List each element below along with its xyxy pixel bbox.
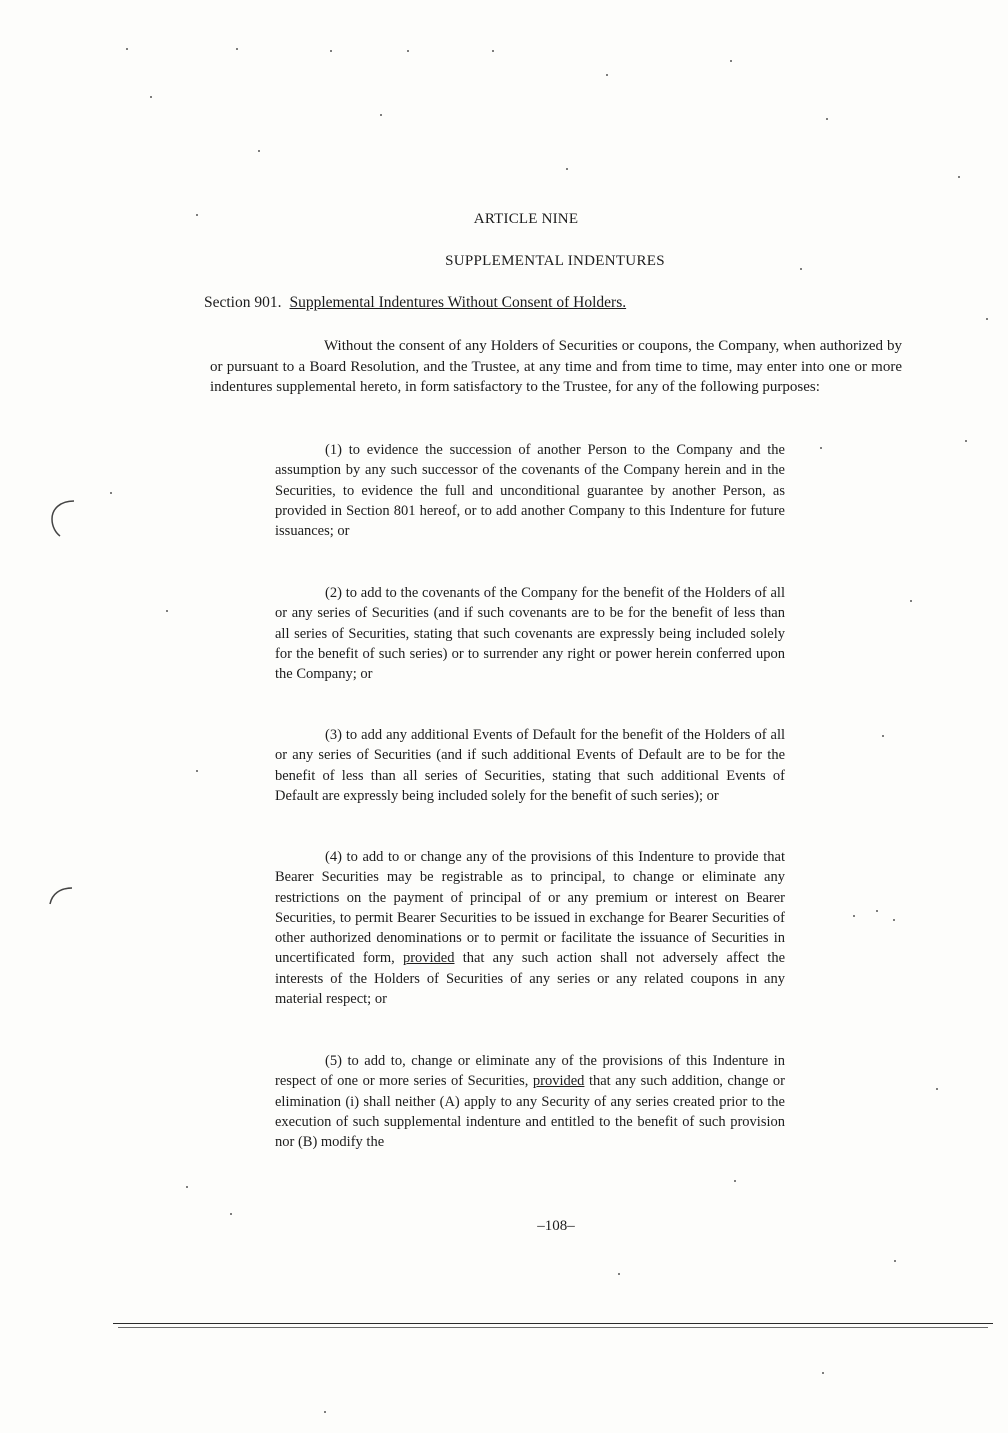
clause-1: (1) to evidence the succession of another Person to the Company and the assumption by any such successor of the covenants of the Company herein and in the Securities, to evidence the full and unconditional guarantee by another Person, as provided in Section 801 hereof, or to add another Company to this Indenture for future issuances; or (275, 442, 785, 540)
clause-5-provided: provided (532, 1073, 585, 1090)
section-heading (204, 294, 626, 312)
page-bottom-rule-shadow (118, 1327, 988, 1328)
punch-hole-mark-lower (42, 878, 82, 928)
page-number: –108– (537, 1218, 575, 1234)
clause-3: (3) to add any additional Events of Default for the benefit of the Holders of all or any series of Securities (and if such additional Events of Default are to be for the benefit of less than all series of Securities, stating that such additional Events of Default are expressly being included solely for the benefit of such series); or (275, 727, 785, 804)
clause-5-text-b: that any such addition, change or elimination (i) shall neither (A) apply to any Security of any series created prior to the execution of such supplemental indenture and entitled to the benefit of such provision nor (B) modify the (275, 1073, 786, 1151)
section-title: Supplemental Indentures Without Consent of Holders. (289, 294, 627, 311)
clause-2: (2) to add to the covenants of the Company for the benefit of the Holders of all or any series of Securities (and if such covenants are to be for the benefit of less than all series of Securities, stating that such covenants are expressly being included solely for the benefit of such series) or to surrender any right or power herein conferred upon the Company; or (275, 585, 785, 683)
section-number: Section 901. (204, 294, 282, 311)
article-subtitle: SUPPLEMENTAL INDENTURES (445, 253, 665, 269)
clause-5 (275, 1051, 785, 1152)
intro-paragraph: Without the consent of any Holders of Securities or coupons, the Company, when authorized by or pursuant to a Board Resolution, and the Trustee, at any time and from time to time, may enter into one or more indentures supplemental hereto, in form satisfactory to the Trustee, for any of the following purposes: (210, 338, 902, 395)
clause-4-provided: provided (402, 950, 455, 967)
clause-4 (275, 847, 785, 1009)
clause-5-text-a: (5) to add to, change or eliminate any of the provisions of this Indenture in respect of one or more series of Securities, (275, 1053, 785, 1090)
clause-4-text-a: (4) to add to or change any of the provisions of this Indenture to provide that Bearer Securities may be registrable as to principal, to change or eliminate any restrictions on the payment of principal of or any premium or interest on Bearer Securities, to permit Bearer Securities to be issued in exchange for Bearer Securities of other authorized denominations or to permit or facilitate the issuance of Securities in uncertificated form, (275, 849, 785, 967)
punch-hole-mark-upper (44, 495, 84, 545)
clause-4-text-b: that any such action shall not adversely affect the interests of the Holders of Securities of any series or any related coupons in any material respect; or (275, 950, 786, 1008)
article-title: ARTICLE NINE (473, 211, 579, 227)
page-bottom-rule (113, 1323, 993, 1324)
